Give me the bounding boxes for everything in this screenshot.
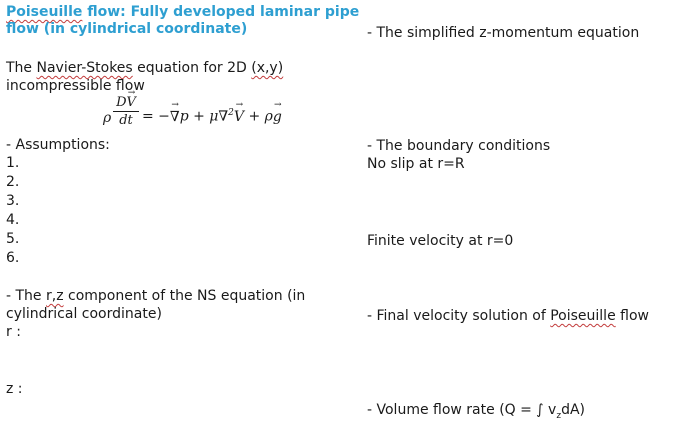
volume-flow-text: - Volume flow rate (Q = ∫ v (367, 402, 557, 418)
fraction-bar (113, 111, 139, 112)
ns-intro-pre: The (6, 60, 37, 76)
assumption-1: 1. (6, 155, 20, 171)
final-velocity-post: flow (615, 308, 649, 324)
assumptions-label: - Assumptions: (6, 137, 110, 153)
rz-component-line1 (6, 287, 305, 305)
r-label: r : (6, 324, 21, 340)
assumption-2: 2. (6, 174, 20, 190)
ns-equation-rho: ρ (103, 110, 112, 126)
rz-word: r,z (46, 288, 64, 304)
final-velocity-pre: - Final velocity solution of (367, 308, 551, 324)
volume-flow-rate (367, 401, 585, 425)
assumption-4: 4. (6, 212, 20, 228)
rz-pre: - The (6, 288, 46, 304)
assumption-5: 5. (6, 231, 20, 247)
fraction-numerator: DV → (113, 95, 139, 110)
ns-intro-post: equation for 2D (132, 60, 252, 76)
final-velocity-word: Poiseuille (550, 308, 616, 324)
page-title-line2: flow (in cylindrical coordinate) (6, 21, 248, 37)
title-line1-rest: flow: Fully developed laminar pipe (82, 4, 360, 20)
ns-intro-line1 (6, 59, 283, 77)
volume-flow-end: dA) (561, 402, 586, 418)
title-poiseuille-word: Poiseuille (6, 4, 83, 20)
no-slip-condition: No slip at r=R (367, 156, 465, 172)
fraction-denominator: dt (119, 113, 133, 128)
ns-intro-xy: (x,y) (251, 60, 284, 76)
z-label: z : (6, 381, 23, 397)
assumption-3: 3. (6, 193, 20, 209)
volume-flow-subscript: z (556, 410, 562, 421)
ns-intro-word: Navier-Stokes (36, 60, 133, 76)
ns-intro-line2: incompressible flow (6, 78, 145, 94)
ns-equation-fraction (113, 95, 139, 128)
assumption-6: 6. (6, 250, 20, 266)
finite-velocity-condition: Finite velocity at r=0 (367, 233, 514, 249)
ns-equation-rhs: = −∇ →p + μ∇$^2$V → + ρg → (142, 108, 282, 125)
rz-component-line2: cylindrical coordinate) (6, 306, 162, 322)
simplified-z-momentum: - The simplified z-momentum equation (367, 25, 640, 41)
page-title-line1 (6, 3, 359, 21)
velocity-vector: V → (127, 95, 136, 110)
final-velocity-solution (367, 307, 649, 325)
boundary-conditions-heading: - The boundary conditions (367, 138, 551, 154)
rz-post: component of the NS equation (in (63, 288, 306, 304)
